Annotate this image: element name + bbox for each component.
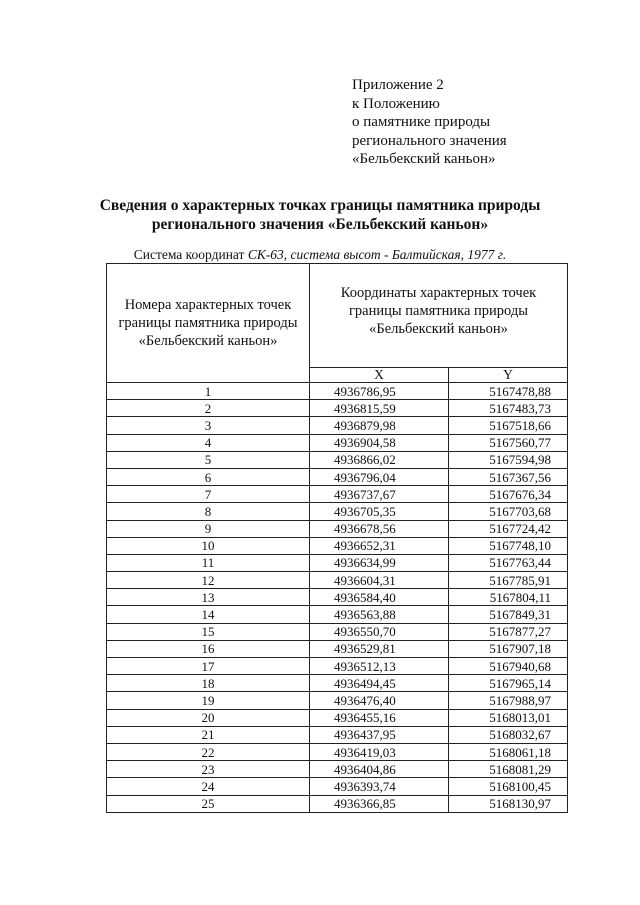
y-coordinate-cell: 5167965,14 (449, 675, 568, 692)
x-coordinate-cell: 4936786,95 (310, 383, 449, 400)
y-coordinate-cell: 5168130,97 (449, 795, 568, 812)
table-row (107, 451, 568, 468)
table-row (107, 623, 568, 640)
point-number-cell: 14 (107, 606, 310, 623)
coordinate-system-note (120, 247, 520, 263)
table-row (107, 658, 568, 675)
y-coordinate-cell: 5167748,10 (449, 537, 568, 554)
table-row (107, 709, 568, 726)
point-number-cell: 5 (107, 451, 310, 468)
table-row (107, 468, 568, 485)
title-line-2: регионального значения «Бельбекский каньон» (151, 216, 489, 233)
y-coordinate-cell: 5167518,66 (449, 417, 568, 434)
y-coordinate-cell: 5167676,34 (449, 486, 568, 503)
y-coordinate-cell: 5168061,18 (449, 743, 568, 760)
x-coordinate-cell: 4936419,03 (310, 743, 449, 760)
y-coordinate-cell: 5167483,73 (449, 400, 568, 417)
y-coordinate-cell: 5167804,11 (449, 589, 568, 606)
coordinate-system-prefix: Система координат (133, 247, 248, 262)
table-row (107, 743, 568, 760)
point-number-cell: 13 (107, 589, 310, 606)
x-coordinate-cell: 4936437,95 (310, 726, 449, 743)
y-column-header: Y (449, 368, 568, 383)
point-number-cell: 17 (107, 658, 310, 675)
x-coordinate-cell: 4936393,74 (310, 778, 449, 795)
point-number-cell: 16 (107, 640, 310, 657)
point-number-cell: 20 (107, 709, 310, 726)
table-row (107, 675, 568, 692)
y-coordinate-cell: 5168081,29 (449, 761, 568, 778)
x-coordinate-cell: 4936652,31 (310, 537, 449, 554)
table-row (107, 417, 568, 434)
point-number-cell: 21 (107, 726, 310, 743)
point-number-cell: 2 (107, 400, 310, 417)
point-number-cell: 8 (107, 503, 310, 520)
y-coordinate-cell: 5167785,91 (449, 572, 568, 589)
point-number-cell: 1 (107, 383, 310, 400)
x-coordinate-cell: 4936366,85 (310, 795, 449, 812)
point-number-cell: 19 (107, 692, 310, 709)
table-row (107, 503, 568, 520)
x-coordinate-cell: 4936604,31 (310, 572, 449, 589)
x-coordinate-cell: 4936550,70 (310, 623, 449, 640)
x-coordinate-cell: 4936866,02 (310, 451, 449, 468)
coordinate-system-name: СК-63, система высот - Балтийская, 1977 г. (247, 247, 507, 262)
point-number-cell: 6 (107, 468, 310, 485)
x-coordinate-cell: 4936815,59 (310, 400, 449, 417)
table-row (107, 589, 568, 606)
x-coordinate-cell: 4936529,81 (310, 640, 449, 657)
y-coordinate-cell: 5168100,45 (449, 778, 568, 795)
table-row (107, 726, 568, 743)
table-row (107, 606, 568, 623)
y-coordinate-cell: 5167940,68 (449, 658, 568, 675)
x-coordinate-cell: 4936879,98 (310, 417, 449, 434)
point-number-cell: 15 (107, 623, 310, 640)
x-coordinate-cell: 4936634,99 (310, 554, 449, 571)
x-coordinate-cell: 4936705,35 (310, 503, 449, 520)
appendix-reference (352, 76, 507, 169)
appendix-line: о памятнике природы (352, 114, 491, 130)
appendix-line: «Бельбекский каньон» (352, 151, 496, 167)
document-title (40, 196, 600, 234)
y-coordinate-cell: 5167988,97 (449, 692, 568, 709)
appendix-line: Приложение 2 (352, 77, 444, 93)
y-coordinate-cell: 5167907,18 (449, 640, 568, 657)
y-coordinate-cell: 5167877,27 (449, 623, 568, 640)
table-row (107, 434, 568, 451)
x-coordinate-cell: 4936512,13 (310, 658, 449, 675)
coordinates-table (106, 263, 568, 813)
table-row (107, 537, 568, 554)
appendix-line: регионального значения (352, 132, 507, 149)
y-coordinate-cell: 5167478,88 (449, 383, 568, 400)
table-row (107, 520, 568, 537)
y-coordinate-cell: 5167703,68 (449, 503, 568, 520)
x-coordinate-cell: 4936678,56 (310, 520, 449, 537)
table-row (107, 778, 568, 795)
x-coordinate-cell: 4936584,40 (310, 589, 449, 606)
point-number-cell: 11 (107, 554, 310, 571)
point-number-cell: 9 (107, 520, 310, 537)
table-row (107, 640, 568, 657)
x-coordinate-cell: 4936455,16 (310, 709, 449, 726)
point-number-cell: 4 (107, 434, 310, 451)
x-column-header: X (310, 368, 449, 383)
table-row (107, 383, 568, 400)
x-coordinate-cell: 4936404,86 (310, 761, 449, 778)
y-coordinate-cell: 5167724,42 (449, 520, 568, 537)
point-number-cell: 12 (107, 572, 310, 589)
y-coordinate-cell: 5167560,77 (449, 434, 568, 451)
x-coordinate-cell: 4936737,67 (310, 486, 449, 503)
point-number-cell: 25 (107, 795, 310, 812)
point-number-cell: 3 (107, 417, 310, 434)
table-row (107, 761, 568, 778)
point-number-cell: 22 (107, 743, 310, 760)
point-number-cell: 23 (107, 761, 310, 778)
point-number-cell: 7 (107, 486, 310, 503)
point-number-cell: 18 (107, 675, 310, 692)
y-coordinate-cell: 5168013,01 (449, 709, 568, 726)
y-coordinate-cell: 5167849,31 (449, 606, 568, 623)
appendix-line: к Положению (352, 95, 440, 112)
title-line-1: Сведения о характерных точках границы памятника природы (99, 197, 541, 214)
y-coordinate-cell: 5167367,56 (449, 468, 568, 485)
table-row (107, 554, 568, 571)
x-coordinate-cell: 4936796,04 (310, 468, 449, 485)
y-coordinate-cell: 5168032,67 (449, 726, 568, 743)
x-coordinate-cell: 4936476,40 (310, 692, 449, 709)
y-coordinate-cell: 5167594,98 (449, 451, 568, 468)
y-coordinate-cell: 5167763,44 (449, 554, 568, 571)
x-coordinate-cell: 4936563,88 (310, 606, 449, 623)
table-row (107, 400, 568, 417)
coordinates-header: Координаты характерных точек границы памятника природы «Бельбекский каньон» (310, 264, 568, 368)
point-number-cell: 10 (107, 537, 310, 554)
table-row (107, 692, 568, 709)
table-row (107, 572, 568, 589)
table-row (107, 795, 568, 812)
point-number-cell: 24 (107, 778, 310, 795)
x-coordinate-cell: 4936494,45 (310, 675, 449, 692)
table-row (107, 486, 568, 503)
x-coordinate-cell: 4936904,58 (310, 434, 449, 451)
points-number-header: Номера характерных точек границы памятника природы «Бельбекский каньон» (107, 264, 310, 383)
